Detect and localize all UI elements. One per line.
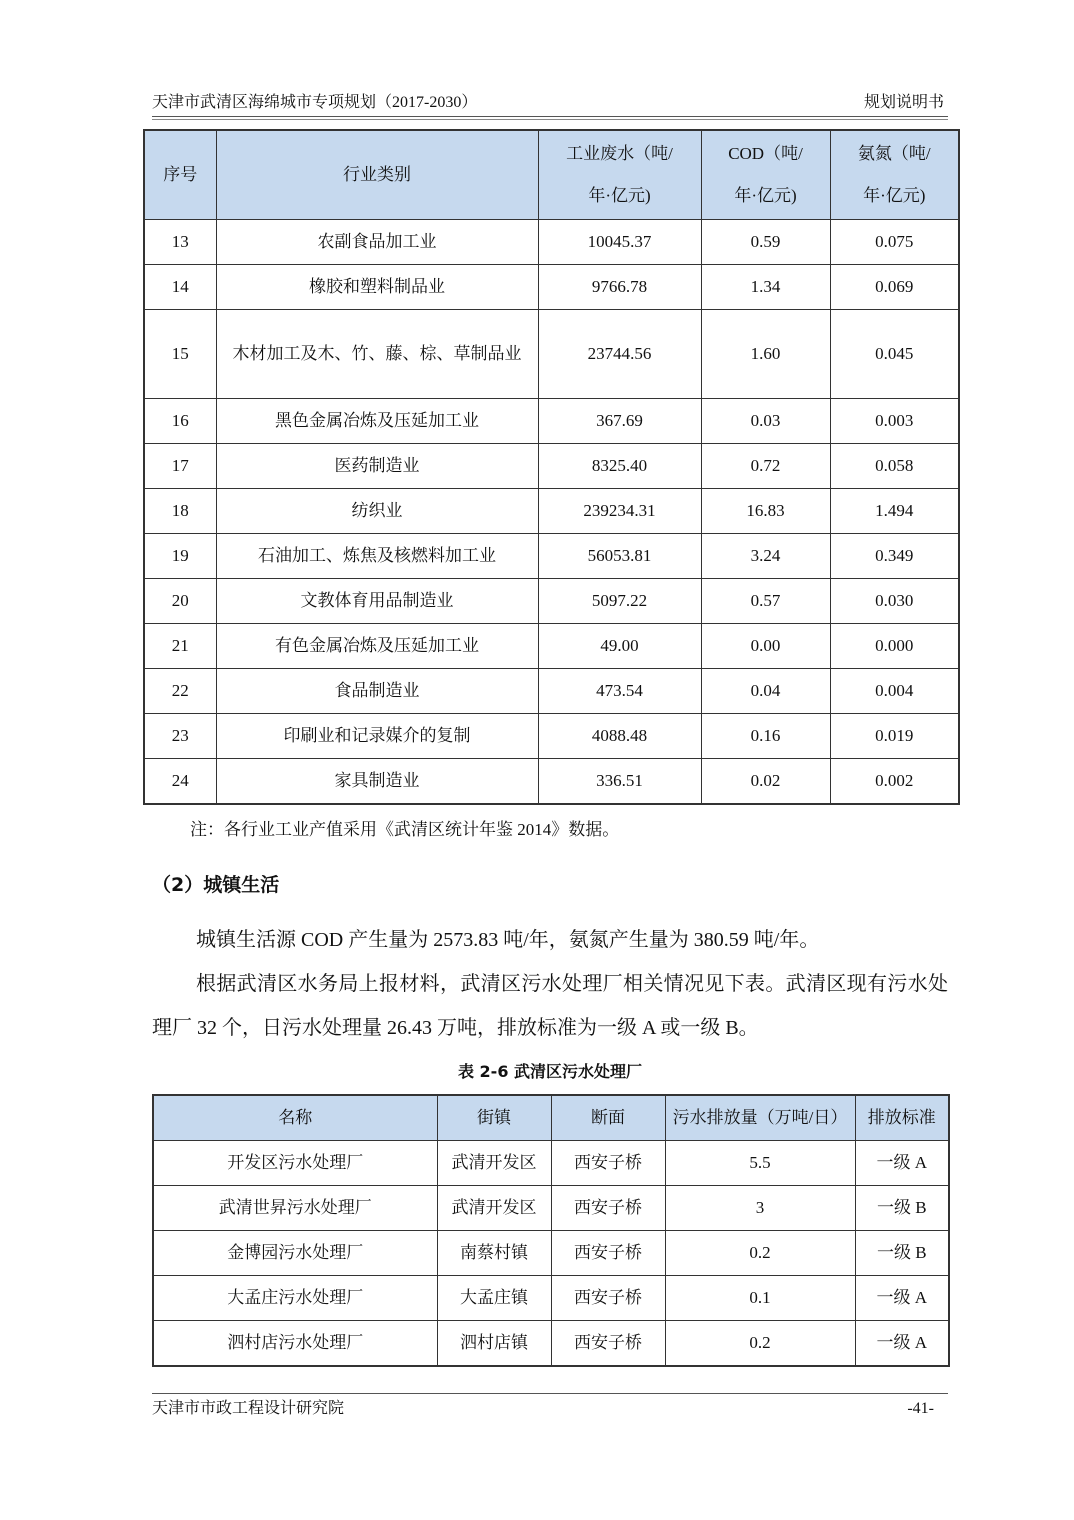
cell-category: 印刷业和记录媒介的复制 <box>216 714 538 759</box>
table-row <box>153 1231 949 1276</box>
cell-cod: 0.00 <box>701 624 830 669</box>
col-header-cod-line1: COD（吨/ <box>728 144 803 163</box>
cell-wastewater: 9766.78 <box>538 265 701 310</box>
cell-discharge: 3 <box>665 1186 855 1231</box>
cell-no: 15 <box>144 310 216 399</box>
cell-town: 泗村店镇 <box>437 1321 551 1367</box>
cell-section: 西安子桥 <box>551 1276 665 1321</box>
section-heading: （2）城镇生活 <box>152 874 280 896</box>
header-title: 天津市武清区海绵城市专项规划（2017-2030） <box>152 94 478 111</box>
cell-discharge: 5.5 <box>665 1141 855 1186</box>
table-row <box>153 1276 949 1321</box>
col-header-wastewater-line2: 年·亿元) <box>588 186 651 205</box>
col-header-nh3-line2: 年·亿元) <box>863 186 926 205</box>
cell-no: 21 <box>144 624 216 669</box>
cell-nh3: 0.002 <box>830 759 959 805</box>
footer-org: 天津市市政工程设计研究院 <box>152 1400 345 1417</box>
cell-no: 24 <box>144 759 216 805</box>
cell-category: 黑色金属冶炼及压延加工业 <box>216 399 538 444</box>
cell-nh3: 1.494 <box>830 489 959 534</box>
cell-wastewater: 473.54 <box>538 669 701 714</box>
cell-discharge: 0.2 <box>665 1321 855 1367</box>
col-header-nh3-line1: 氨氮（吨/ <box>857 144 931 163</box>
paragraph-treatment-plants: 根据武清区水务局上报材料，武清区污水处理厂相关情况见下表。武清区现有污水处理厂 32 个，日污水处理量 26.43 万吨，排放标准为一级 A 或一级 B。 <box>152 973 948 1039</box>
table-row <box>144 759 959 805</box>
cell-nh3: 0.058 <box>830 444 959 489</box>
table-row <box>144 669 959 714</box>
cell-cod: 0.16 <box>701 714 830 759</box>
table-row <box>153 1186 949 1231</box>
cell-cod: 1.60 <box>701 310 830 399</box>
cell-category: 石油加工、炼焦及核燃料加工业 <box>216 534 538 579</box>
cell-town: 武清开发区 <box>437 1141 551 1186</box>
cell-category: 文教体育用品制造业 <box>216 579 538 624</box>
col-header-no: 序号 <box>144 130 216 220</box>
col-header-cod-line2: 年·亿元) <box>734 186 797 205</box>
cell-no: 16 <box>144 399 216 444</box>
cell-nh3: 0.349 <box>830 534 959 579</box>
industry-emission-table <box>143 129 960 805</box>
col-header-town: 街镇 <box>437 1095 551 1141</box>
page-footer <box>152 1393 948 1422</box>
table-row <box>144 444 959 489</box>
page-header <box>152 92 948 117</box>
cell-category: 纺织业 <box>216 489 538 534</box>
cell-wastewater: 8325.40 <box>538 444 701 489</box>
cell-name: 武清世昇污水处理厂 <box>153 1186 437 1231</box>
cell-cod: 0.03 <box>701 399 830 444</box>
col-header-section: 断面 <box>551 1095 665 1141</box>
table-row <box>144 220 959 265</box>
cell-wastewater: 367.69 <box>538 399 701 444</box>
cell-category: 家具制造业 <box>216 759 538 805</box>
cell-nh3: 0.045 <box>830 310 959 399</box>
table-note: 注：各行业工业产值采用《武清区统计年鉴 2014》数据。 <box>190 820 620 839</box>
cell-category: 食品制造业 <box>216 669 538 714</box>
col-header-nh3 <box>830 130 959 220</box>
table-row <box>144 579 959 624</box>
cell-standard: 一级 A <box>855 1321 949 1367</box>
cell-standard: 一级 A <box>855 1276 949 1321</box>
cell-standard: 一级 A <box>855 1141 949 1186</box>
col-header-wastewater-line1: 工业废水（吨/ <box>566 144 673 163</box>
table-row <box>144 399 959 444</box>
cell-nh3: 0.004 <box>830 669 959 714</box>
cell-cod: 0.59 <box>701 220 830 265</box>
col-header-cod <box>701 130 830 220</box>
cell-no: 22 <box>144 669 216 714</box>
col-header-name: 名称 <box>153 1095 437 1141</box>
cell-wastewater: 239234.31 <box>538 489 701 534</box>
paragraph-urban-emission: 城镇生活源 COD 产生量为 2573.83 吨/年，氨氮产生量为 380.59 吨/年。 <box>196 929 820 951</box>
cell-section: 西安子桥 <box>551 1141 665 1186</box>
col-header-wastewater <box>538 130 701 220</box>
col-header-standard: 排放标准 <box>855 1095 949 1141</box>
cell-no: 20 <box>144 579 216 624</box>
cell-standard: 一级 B <box>855 1231 949 1276</box>
table-header-row <box>144 130 959 220</box>
cell-standard: 一级 B <box>855 1186 949 1231</box>
cell-cod: 16.83 <box>701 489 830 534</box>
cell-wastewater: 56053.81 <box>538 534 701 579</box>
col-header-discharge: 污水排放量（万吨/日） <box>665 1095 855 1141</box>
cell-nh3: 0.019 <box>830 714 959 759</box>
cell-wastewater: 49.00 <box>538 624 701 669</box>
cell-town: 武清开发区 <box>437 1186 551 1231</box>
cell-category: 医药制造业 <box>216 444 538 489</box>
cell-category: 有色金属冶炼及压延加工业 <box>216 624 538 669</box>
table-row <box>144 714 959 759</box>
table-row <box>144 489 959 534</box>
cell-category: 农副食品加工业 <box>216 220 538 265</box>
cell-nh3: 0.003 <box>830 399 959 444</box>
cell-section: 西安子桥 <box>551 1231 665 1276</box>
cell-wastewater: 4088.48 <box>538 714 701 759</box>
cell-no: 14 <box>144 265 216 310</box>
cell-wastewater: 5097.22 <box>538 579 701 624</box>
cell-cod: 1.34 <box>701 265 830 310</box>
header-doc-type: 规划说明书 <box>863 94 944 111</box>
treatment-plant-table <box>152 1094 950 1367</box>
cell-wastewater: 10045.37 <box>538 220 701 265</box>
header-rule <box>152 119 948 120</box>
col-header-category: 行业类别 <box>216 130 538 220</box>
cell-category: 木材加工及木、竹、藤、棕、草制品业 <box>216 310 538 399</box>
cell-wastewater: 336.51 <box>538 759 701 805</box>
cell-town: 大孟庄镇 <box>437 1276 551 1321</box>
cell-cod: 0.04 <box>701 669 830 714</box>
cell-no: 23 <box>144 714 216 759</box>
cell-name: 泗村店污水处理厂 <box>153 1321 437 1367</box>
table-header-row <box>153 1095 949 1141</box>
table-caption: 表 2-6 武清区污水处理厂 <box>457 1062 643 1081</box>
cell-name: 开发区污水处理厂 <box>153 1141 437 1186</box>
cell-cod: 0.57 <box>701 579 830 624</box>
table-row <box>153 1321 949 1367</box>
cell-nh3: 0.069 <box>830 265 959 310</box>
cell-section: 西安子桥 <box>551 1186 665 1231</box>
cell-discharge: 0.2 <box>665 1231 855 1276</box>
cell-cod: 0.72 <box>701 444 830 489</box>
cell-no: 19 <box>144 534 216 579</box>
cell-section: 西安子桥 <box>551 1321 665 1367</box>
cell-cod: 0.02 <box>701 759 830 805</box>
table-row <box>144 624 959 669</box>
cell-no: 18 <box>144 489 216 534</box>
table-row <box>144 534 959 579</box>
cell-no: 13 <box>144 220 216 265</box>
cell-wastewater: 23744.56 <box>538 310 701 399</box>
cell-no: 17 <box>144 444 216 489</box>
cell-name: 大孟庄污水处理厂 <box>153 1276 437 1321</box>
cell-town: 南蔡村镇 <box>437 1231 551 1276</box>
cell-name: 金博园污水处理厂 <box>153 1231 437 1276</box>
cell-nh3: 0.030 <box>830 579 959 624</box>
page-number: -41- <box>907 1400 934 1417</box>
table-row <box>144 265 959 310</box>
table-row <box>153 1141 949 1186</box>
cell-discharge: 0.1 <box>665 1276 855 1321</box>
cell-category: 橡胶和塑料制品业 <box>216 265 538 310</box>
table-row <box>144 310 959 399</box>
cell-cod: 3.24 <box>701 534 830 579</box>
cell-nh3: 0.000 <box>830 624 959 669</box>
cell-nh3: 0.075 <box>830 220 959 265</box>
